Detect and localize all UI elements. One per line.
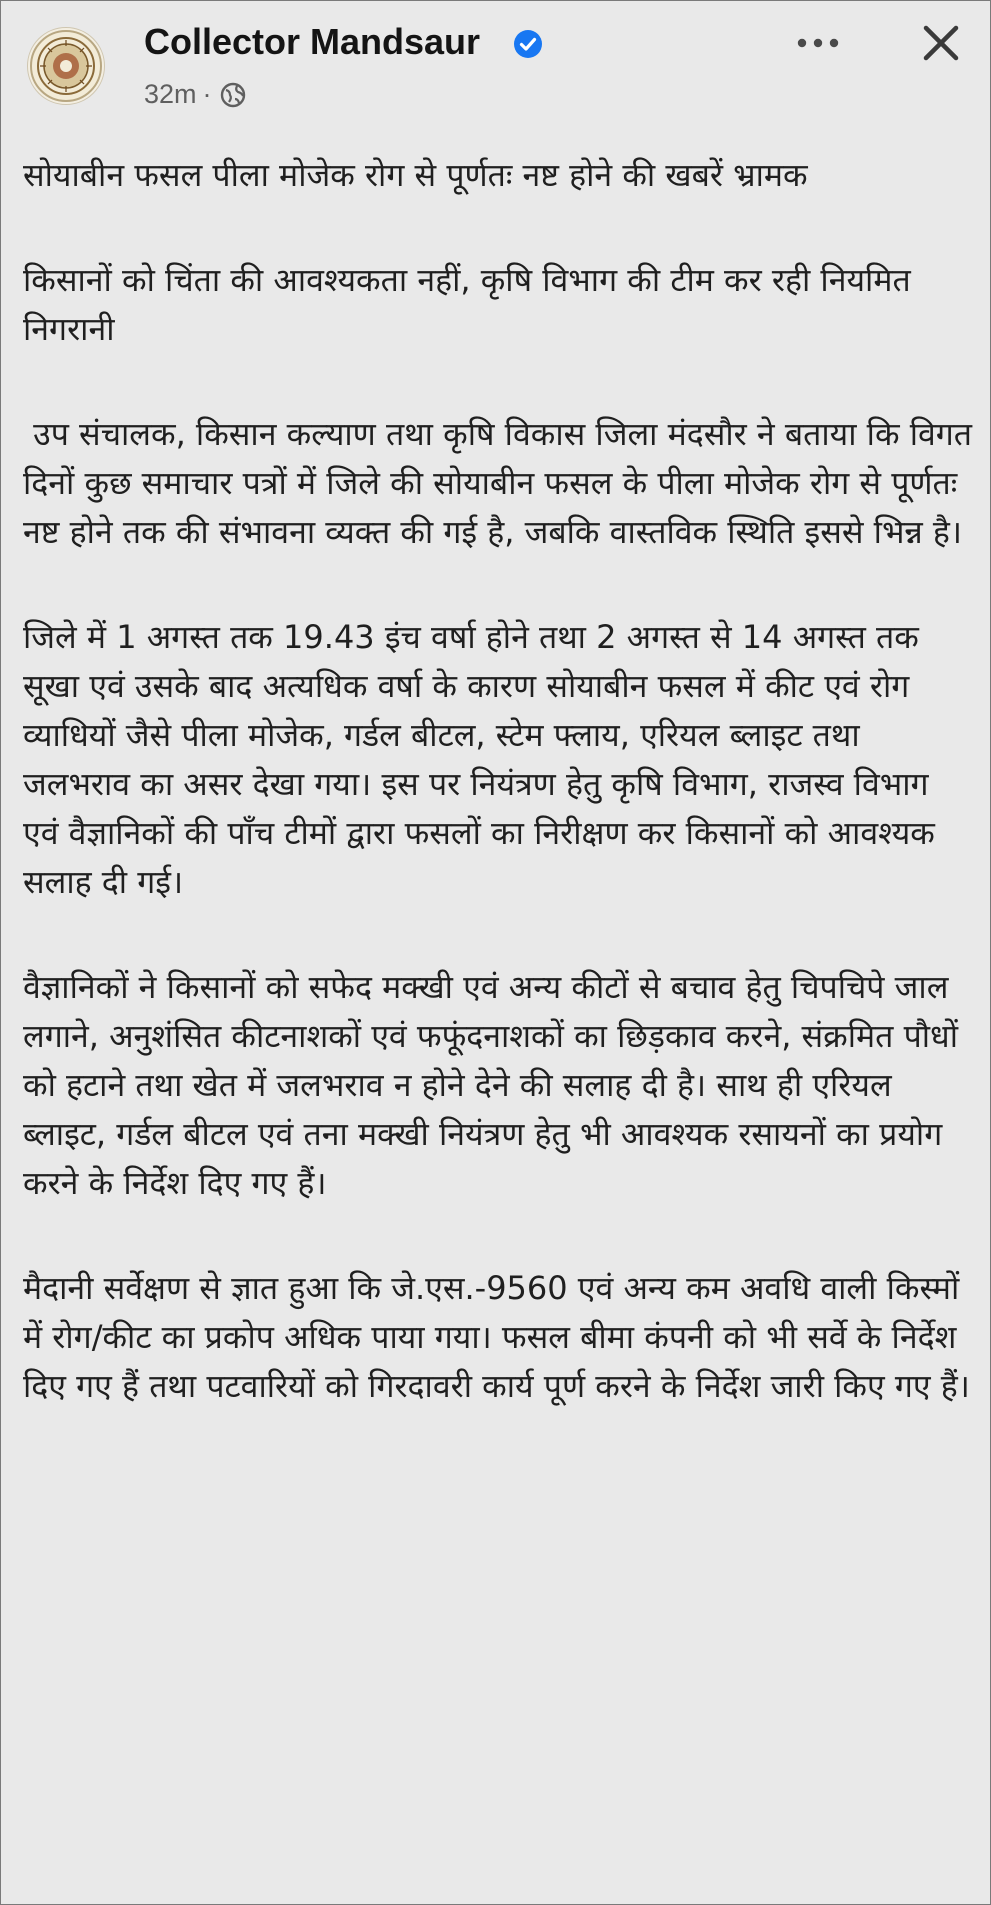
post-paragraph: जिले में 1 अगस्त तक 19.43 इंच वर्षा होने तथा 2 अगस्त से 14 अगस्त तक सूखा एवं उसके बाद अत्यधिक वर्षा के कारण सोयाबीन फसल में कीट एवं रोग व्याधियों जैसे पीला मोजेक, गर्डल बीटल, स्टेम फ्लाय, एरियल ब्लाइट तथा जलभराव का असर देखा गया। इस पर नियंत्रण हेतु कृषि विभाग, राजस्व विभाग एवं वैज्ञानिकों की पाँच टीमों द्वारा फसलों का निरीक्षण कर किसानों को आवश्यक सलाह दी गई। [23,618,946,901]
post-paragraph: वैज्ञानिकों ने किसानों को सफेद मक्खी एवं अन्य कीटों से बचाव हेतु चिपचिपे जाल लगाने, अनुशंसित कीटनाशकों एवं फफूंदनाशकों का छिड़काव करने, संक्रमित पौधों को हटाने तथा खेत में जलभराव न होने देने की सलाह दी है। साथ ही एरियल ब्लाइट, गर्डल बीटल एवं तना मक्खी नियंत्रण हेतु भी आवश्यक रसायनों का प्रयोग करने के निर्देश दिए गए हैं। [23,968,969,1202]
post-subheadline: किसानों को चिंता की आवश्यकता नहीं, कृषि विभाग की टीम कर रही नियमित निगरानी [23,261,921,348]
post-meta [144,79,246,110]
verified-badge-icon [513,29,543,59]
district-emblem-icon[interactable] [27,27,105,105]
more-options-button[interactable] [793,23,843,63]
post-timestamp[interactable]: 32m [144,79,197,109]
page-name-link[interactable]: Collector Mandsaur [144,21,481,62]
post-paragraph: उप संचालक, किसान कल्याण तथा कृषि विकास जिला मंदसौर ने बताया कि विगत दिनों कुछ समाचार पत्रों में जिले की सोयाबीन फसल के पीला मोजेक रोग से पूर्णतः नष्ट होने तक की संभावना व्यक्त की गई है, जबकि वास्तविक स्थिति इससे भिन्न है। [23,415,983,551]
post-header [1,1,991,126]
globe-icon[interactable] [220,82,246,108]
close-icon [921,23,961,63]
post-paragraph: मैदानी सर्वेक्षण से ज्ञात हुआ कि जे.एस.-9560 एवं अन्य कम अवधि वाली किस्मों में रोग/कीट का प्रकोप अधिक पाया गया। फसल बीमा कंपनी को भी सर्वे के निर्देश दिए गए हैं तथा पटवारियों को गिरदावरी कार्य पूर्ण करने के निर्देश जारी किए गए हैं। [23,1269,970,1405]
close-button[interactable] [915,17,967,69]
post-body [23,151,983,1411]
meta-separator: · [202,79,212,109]
more-options-icon [796,37,840,49]
post-headline: सोयाबीन फसल पीला मोजेक रोग से पूर्णतः नष्ट होने की खबरें भ्रामक [23,156,808,194]
